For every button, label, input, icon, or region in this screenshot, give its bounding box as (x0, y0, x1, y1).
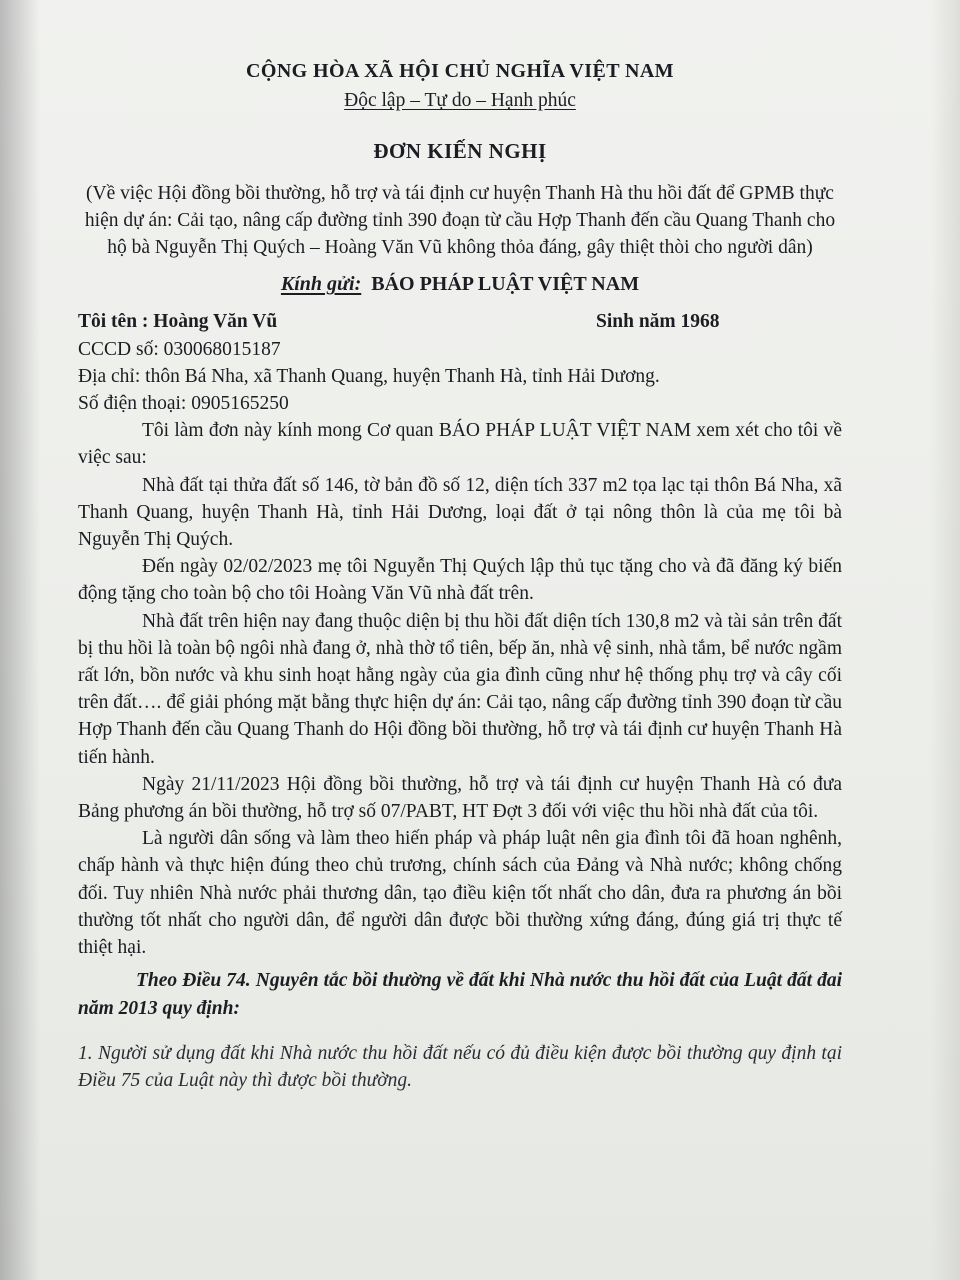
legal-reference-heading: Theo Điều 74. Nguyên tắc bồi thường về đất khi Nhà nước thu hồi đất của Luật đất đai năm 2013 quy định: (78, 970, 842, 1019)
recipient-label: Kính gửi: (280, 273, 362, 296)
document-content (78, 58, 842, 1094)
document-subject: (Về việc Hội đồng bồi thường, hỗ trợ và tái định cư huyện Thanh Hà thu hồi đất để GPMB thực hiện dự án: Cải tạo, nâng cấp đường tỉnh 390 đoạn từ cầu Hợp Thanh đến cầu Quang Thanh cho hộ bà Nguyễn Thị Quých – Hoàng Văn Vũ không thỏa đáng, gây thiệt thòi cho người dân) (84, 182, 836, 259)
paragraph-request: Tôi làm đơn này kính mong Cơ quan BÁO PHÁP LUẬT VIỆT NAM xem xét cho tôi về việc sau: (78, 420, 842, 469)
sender-name-row (78, 308, 842, 335)
sender-name: Tôi tên : Hoàng Văn Vũ (78, 311, 278, 333)
paragraph-gift-transfer: Đến ngày 02/02/2023 mẹ tôi Nguyễn Thị Quých lập thủ tục tặng cho và đã đăng ký biến động tặng cho toàn bộ cho tôi Hoàng Văn Vũ nhà đất trên. (78, 556, 842, 605)
recipient-name: BÁO PHÁP LUẬT VIỆT NAM (371, 273, 640, 296)
page-shadow-left (0, 0, 40, 1280)
paragraph-property: Nhà đất tại thửa đất số 146, tờ bản đồ số 12, diện tích 337 m2 tọa lạc tại thôn Bá Nha, xã Thanh Quang, huyện Thanh Hà, tỉnh Hải Dương, loại đất ở tại nông thôn là của mẹ tôi bà Nguyễn Thị Quých. (78, 474, 842, 551)
legal-clause-1: 1. Người sử dụng đất khi Nhà nước thu hồi đất nếu có đủ điều kiện được bồi thường quy định tại Điều 75 của Luật này thì được bồi thường. (78, 1042, 842, 1091)
document-title: ĐƠN KIẾN NGHỊ (373, 139, 547, 164)
recipient-line (78, 271, 842, 298)
sender-phone: Số điện thoại: 0905165250 (78, 393, 289, 415)
national-title: CỘNG HÒA XÃ HỘI CHỦ NGHĨA VIỆT NAM (246, 60, 674, 82)
sender-address: Địa chỉ: thôn Bá Nha, xã Thanh Quang, huyện Thanh Hà, tỉnh Hải Dương. (78, 365, 660, 387)
paragraph-citizen-compliance: Là người dân sống và làm theo hiến pháp và pháp luật nên gia đình tôi đã hoan nghênh, chấp hành và thực hiện đúng theo chủ trương, chính sách của Đảng và Nhà nước; không chống đối. Tuy nhiên Nhà nước phải thương dân, tạo điều kiện tốt nhất cho dân, đưa ra phương án bồi thường tốt nhất cho người dân, để người dân được bồi thường xứng đáng, đúng giá trị thực tế thiệt hại. (78, 828, 842, 959)
national-motto: Độc lập – Tự do – Hạnh phúc (344, 90, 576, 112)
paragraph-land-recovery: Nhà đất trên hiện nay đang thuộc diện bị thu hồi đất diện tích 130,8 m2 và tài sản trên đất bị thu hồi là toàn bộ ngôi nhà đang ở, nhà thờ tổ tiên, bếp ăn, nhà vệ sinh, nhà tắm, bể nước ngầm rất lớn, bồn nước và khu sinh hoạt hằng ngày của gia đình cũng như hệ thống phụ trợ và cây cối trên đất…. để giải phóng mặt bằng thực hiện dự án: Cải tạo, nâng cấp đường tỉnh 390 đoạn từ cầu Hợp Thanh đến cầu Quang Thanh do Hội đồng bồi thường, hỗ trợ và tái định cư huyện Thanh Hà tiến hành. (78, 610, 842, 768)
sender-birth-year: Sinh năm 1968 (596, 311, 720, 333)
sender-id-number: CCCD số: 030068015187 (78, 338, 281, 360)
paragraph-compensation-plan: Ngày 21/11/2023 Hội đồng bồi thường, hỗ trợ và tái định cư huyện Thanh Hà có đưa Bảng phương án bồi thường, hỗ trợ số 07/PABT, HT Đợt 3 đối với việc thu hồi nhà đất của tôi. (78, 773, 842, 823)
page-shadow-right (930, 0, 960, 1280)
